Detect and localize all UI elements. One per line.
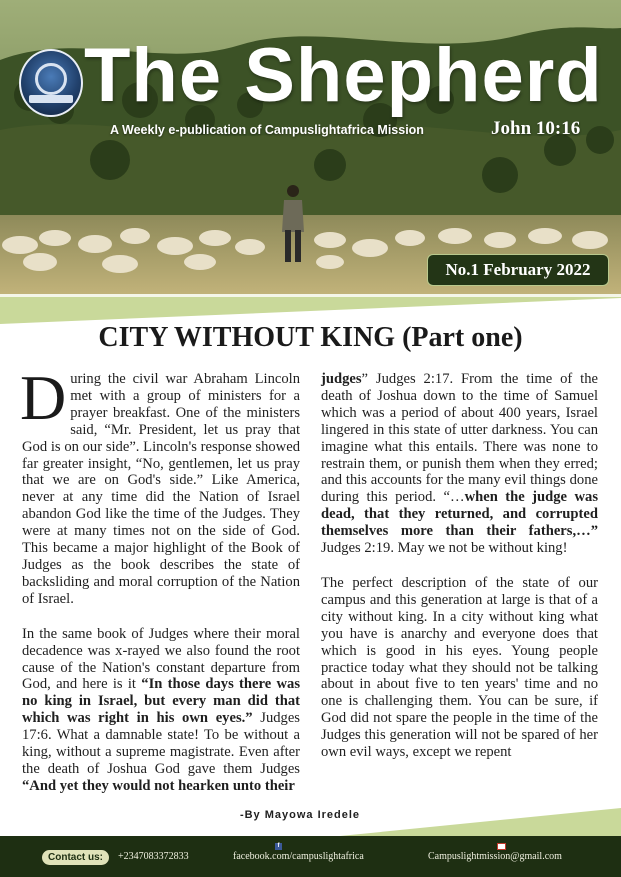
article-paragraph [20,362,300,608]
cover-photo [0,0,621,296]
paragraph-text: In the same book of Judges where their moral decadence was x-rayed we also found the root cause of the Nation's constant departure from God, and here is it [22,625,300,693]
logo-ring [35,63,67,95]
issue-badge: No.1 February 2022 [427,254,609,286]
email-link[interactable]: Campuslightmission@gmail.com [428,851,562,862]
scripture-quote: “And yet they would not hearken unto their [22,777,295,794]
mission-logo [19,49,83,117]
drop-cap: D [20,362,67,433]
author-byline: -By Mayowa Iredele [239,809,361,821]
article-paragraph [22,626,300,795]
scripture-quote: when the judge was dead, that they returned, and corrupted themselves more than their fathers,…” [321,489,599,540]
bible-verse: John 10:16 [491,118,581,139]
footer-bar [0,836,621,877]
paragraph-text: Judges 17:6. What a damnable state! To be without a king, without a supreme magistrate. Even after the death of Joshua God gave them Judges [22,710,300,777]
paragraph-spacer [321,557,598,575]
article-title: CITY WITHOUT KING (Part one) [98,322,523,353]
article-paragraph [321,575,598,761]
scripture-quote: judges [321,371,362,387]
logo-banner [29,95,73,103]
paragraph-text: The perfect description of the state of our campus and this generation at large is that of a city without king. In a city without king what you have is anarchy and everyone does that which is good in his eyes. Young people practice today what they should not be talking about in about five to ten years' time and no one is challenging them. You can be sure, if God did not spare the people in the time of the Judges this generation will not be spared of her own evil ways, except we repent [321,574,598,761]
facebook-icon: f [275,843,282,850]
facebook-link[interactable]: facebook.com/campuslightafrica [233,851,364,862]
paragraph-text: ” Judges 2:17. From the time of the death of Joshua down to the time of Samuel which was a period of about 400 years, Israel lingered in this state of utter darkness. You can imagine what this entails. There was none to restrain them, or punish them when they erred; and this accounts for the many evil things done during this period. “… [321,371,598,506]
shepherd-figure [278,182,308,264]
contact-label: Contact us: [42,850,109,865]
article-paragraph [321,371,598,557]
scripture-quote: “In those days there was no king in Israel, but every man did that which was right in his own eyes.” [22,676,300,727]
paragraph-text: uring the civil war Abraham Lincoln met with a group of ministers for a prayer breakfast. One of the ministers said, “Mr. President, let us pray that God is on our side”. Lincoln's response showed far greater insight, “No, gentlemen, let us pray that we are on God's side.” Like America, never at any time did the Nation of Israel abandon God like the time of the Judges. They were at many times not on the side of God. This became a major highlight of the Book of Judges as the book describes the state of backsliding and moral corruption of the Nation of Israel. [22,371,300,607]
masthead-tagline: A Weekly e-publication of Campuslightafrica Mission [110,123,424,137]
paragraph-text: Judges 2:19. May we not be without king! [321,540,568,557]
accent-band [0,294,621,324]
paragraph-spacer [22,608,300,626]
email-icon [497,843,506,850]
phone-number[interactable]: +2347083372833 [118,851,189,862]
article-column-left [20,362,300,795]
footer-accent [0,808,621,838]
article-column-right [321,371,598,761]
masthead-title: The Shepherd [84,33,603,118]
